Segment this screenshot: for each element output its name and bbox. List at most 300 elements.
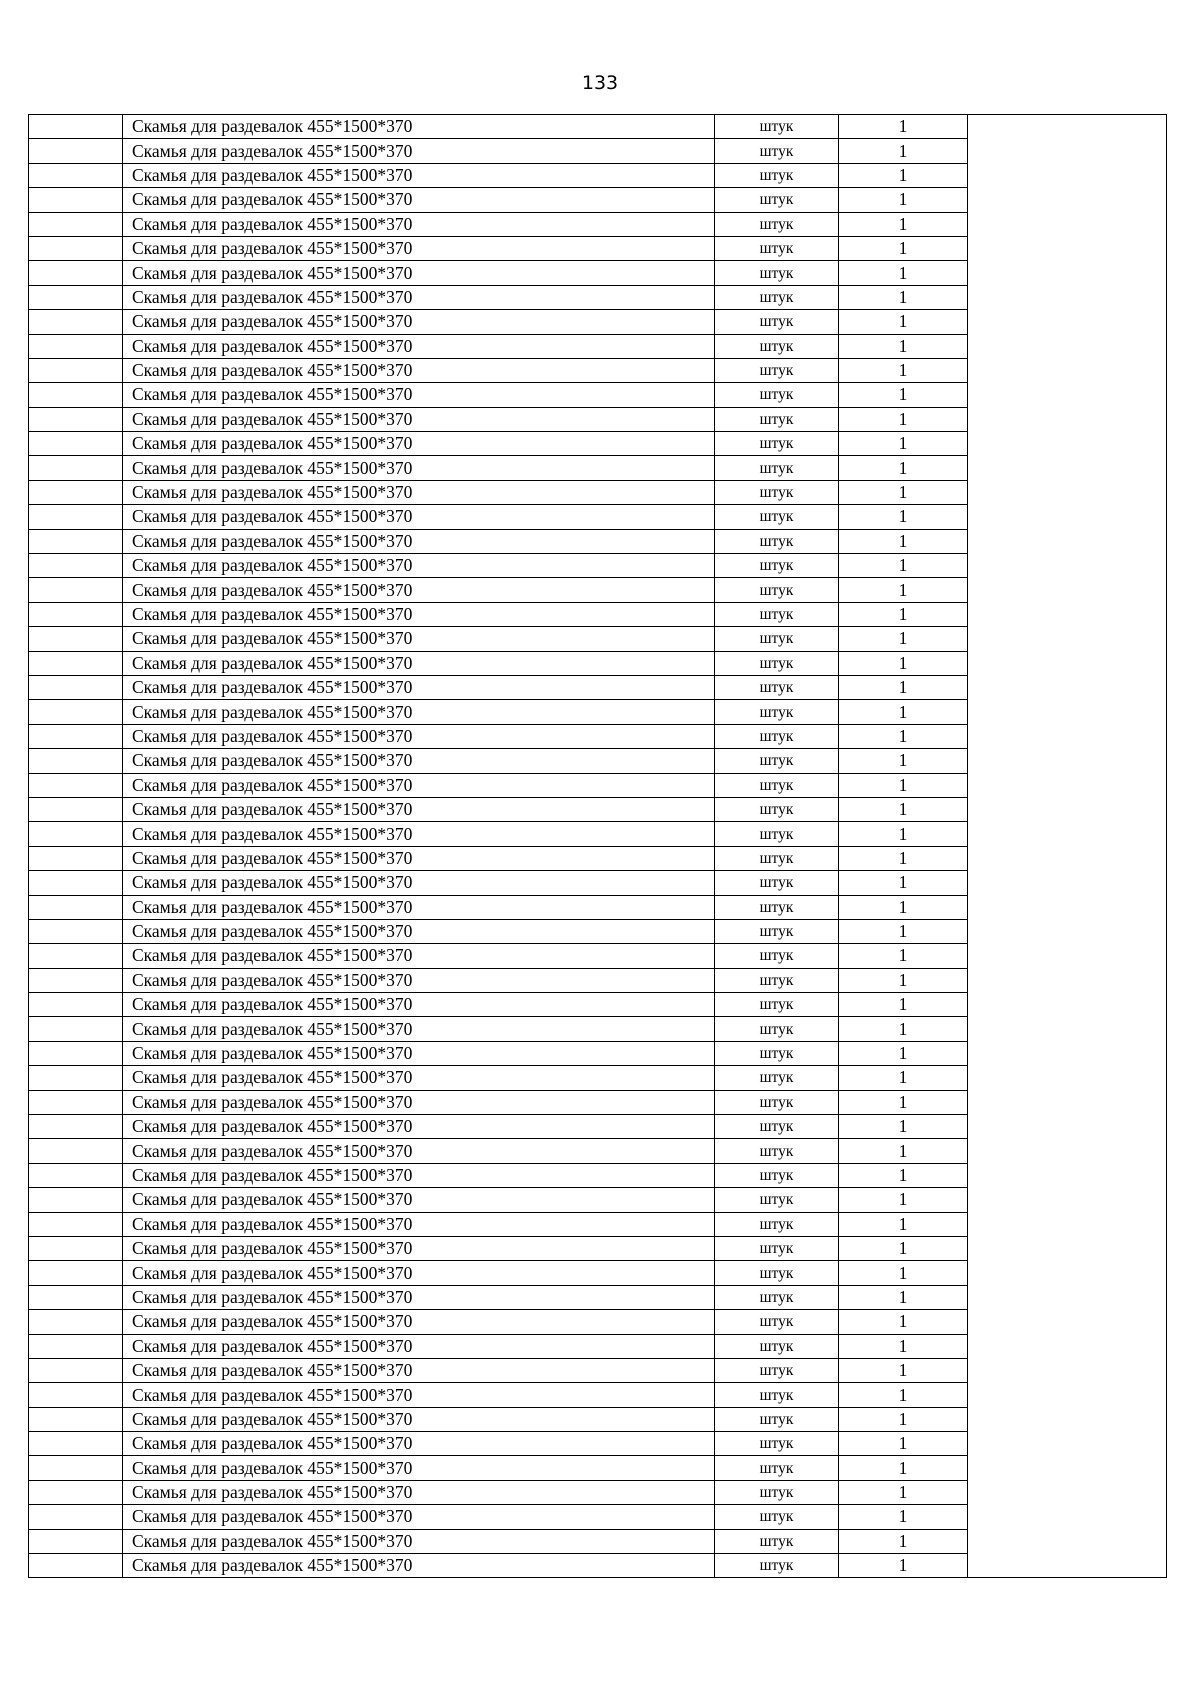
item-name-cell: Скамья для раздевалок 455*1500*370	[123, 627, 715, 651]
item-name-cell: Скамья для раздевалок 455*1500*370	[123, 310, 715, 334]
row-number-cell	[29, 1480, 123, 1504]
note-cell	[968, 1066, 1167, 1090]
quantity-cell: 1	[839, 310, 968, 334]
quantity-cell: 1	[839, 1285, 968, 1309]
note-cell	[968, 480, 1167, 504]
table-row	[29, 480, 1167, 504]
row-number-cell	[29, 529, 123, 553]
item-name-cell: Скамья для раздевалок 455*1500*370	[123, 1285, 715, 1309]
row-number-cell	[29, 871, 123, 895]
quantity-cell: 1	[839, 480, 968, 504]
item-name-cell: Скамья для раздевалок 455*1500*370	[123, 1480, 715, 1504]
row-number-cell	[29, 1261, 123, 1285]
quantity-cell: 1	[839, 334, 968, 358]
item-name-cell: Скамья для раздевалок 455*1500*370	[123, 602, 715, 626]
quantity-cell: 1	[839, 578, 968, 602]
row-number-cell	[29, 1432, 123, 1456]
unit-cell: штук	[715, 651, 839, 675]
unit-cell: штук	[715, 358, 839, 382]
unit-cell: штук	[715, 1139, 839, 1163]
note-cell	[968, 1310, 1167, 1334]
table-row	[29, 602, 1167, 626]
item-name-cell: Скамья для раздевалок 455*1500*370	[123, 529, 715, 553]
row-number-cell	[29, 456, 123, 480]
quantity-cell: 1	[839, 797, 968, 821]
item-name-cell: Скамья для раздевалок 455*1500*370	[123, 846, 715, 870]
item-name-cell: Скамья для раздевалок 455*1500*370	[123, 1066, 715, 1090]
note-cell	[968, 1188, 1167, 1212]
item-name-cell: Скамья для раздевалок 455*1500*370	[123, 456, 715, 480]
item-name-cell: Скамья для раздевалок 455*1500*370	[123, 797, 715, 821]
note-cell	[968, 1407, 1167, 1431]
table-row	[29, 505, 1167, 529]
note-cell	[968, 1115, 1167, 1139]
unit-cell: штук	[715, 1554, 839, 1578]
quantity-cell: 1	[839, 749, 968, 773]
unit-cell: штук	[715, 724, 839, 748]
unit-cell: штук	[715, 1212, 839, 1236]
item-name-cell: Скамья для раздевалок 455*1500*370	[123, 1358, 715, 1382]
quantity-cell: 1	[839, 1407, 968, 1431]
note-cell	[968, 212, 1167, 236]
table-row	[29, 627, 1167, 651]
row-number-cell	[29, 310, 123, 334]
item-name-cell: Скамья для раздевалок 455*1500*370	[123, 1041, 715, 1065]
page-number: 133	[581, 72, 619, 94]
unit-cell: штук	[715, 993, 839, 1017]
item-name-cell: Скамья для раздевалок 455*1500*370	[123, 724, 715, 748]
unit-cell: штук	[715, 773, 839, 797]
unit-cell: штук	[715, 1407, 839, 1431]
quantity-cell: 1	[839, 1505, 968, 1529]
row-number-cell	[29, 1212, 123, 1236]
quantity-cell: 1	[839, 968, 968, 992]
note-cell	[968, 651, 1167, 675]
quantity-cell: 1	[839, 1358, 968, 1382]
item-name-cell: Скамья для раздевалок 455*1500*370	[123, 1017, 715, 1041]
unit-cell: штук	[715, 1505, 839, 1529]
quantity-cell: 1	[839, 919, 968, 943]
note-cell	[968, 968, 1167, 992]
table-row	[29, 1188, 1167, 1212]
quantity-cell: 1	[839, 236, 968, 260]
quantity-cell: 1	[839, 383, 968, 407]
note-cell	[968, 1017, 1167, 1041]
table-row	[29, 846, 1167, 870]
table-row	[29, 456, 1167, 480]
table-row	[29, 139, 1167, 163]
row-number-cell	[29, 236, 123, 260]
note-cell	[968, 895, 1167, 919]
unit-cell: штук	[715, 895, 839, 919]
row-number-cell	[29, 1407, 123, 1431]
table-row	[29, 163, 1167, 187]
item-name-cell: Скамья для раздевалок 455*1500*370	[123, 1261, 715, 1285]
row-number-cell	[29, 1554, 123, 1578]
quantity-cell: 1	[839, 407, 968, 431]
unit-cell: штук	[715, 334, 839, 358]
note-cell	[968, 1432, 1167, 1456]
item-name-cell: Скамья для раздевалок 455*1500*370	[123, 285, 715, 309]
item-name-cell: Скамья для раздевалок 455*1500*370	[123, 236, 715, 260]
row-number-cell	[29, 1188, 123, 1212]
row-number-cell	[29, 627, 123, 651]
table-row	[29, 944, 1167, 968]
row-number-cell	[29, 602, 123, 626]
note-cell	[968, 456, 1167, 480]
quantity-cell: 1	[839, 1310, 968, 1334]
table-row	[29, 919, 1167, 943]
table-row	[29, 1407, 1167, 1431]
note-cell	[968, 627, 1167, 651]
row-number-cell	[29, 1236, 123, 1260]
table-row	[29, 1383, 1167, 1407]
table-row	[29, 407, 1167, 431]
note-cell	[968, 749, 1167, 773]
quantity-cell: 1	[839, 627, 968, 651]
unit-cell: штук	[715, 115, 839, 139]
table-row	[29, 1163, 1167, 1187]
note-cell	[968, 1334, 1167, 1358]
table-row	[29, 1358, 1167, 1382]
quantity-cell: 1	[839, 1212, 968, 1236]
row-number-cell	[29, 1090, 123, 1114]
item-name-cell: Скамья для раздевалок 455*1500*370	[123, 871, 715, 895]
row-number-cell	[29, 1529, 123, 1553]
table-row	[29, 358, 1167, 382]
table-row	[29, 871, 1167, 895]
table-row	[29, 529, 1167, 553]
quantity-cell: 1	[839, 1383, 968, 1407]
note-cell	[968, 1212, 1167, 1236]
unit-cell: штук	[715, 383, 839, 407]
table-row	[29, 797, 1167, 821]
unit-cell: штук	[715, 700, 839, 724]
item-name-cell: Скамья для раздевалок 455*1500*370	[123, 822, 715, 846]
note-cell	[968, 529, 1167, 553]
table-row	[29, 212, 1167, 236]
quantity-cell: 1	[839, 993, 968, 1017]
unit-cell: штук	[715, 1480, 839, 1504]
item-name-cell: Скамья для раздевалок 455*1500*370	[123, 163, 715, 187]
unit-cell: штук	[715, 236, 839, 260]
note-cell	[968, 236, 1167, 260]
quantity-cell: 1	[839, 212, 968, 236]
quantity-cell: 1	[839, 1066, 968, 1090]
quantity-cell: 1	[839, 651, 968, 675]
quantity-cell: 1	[839, 895, 968, 919]
quantity-cell: 1	[839, 1041, 968, 1065]
note-cell	[968, 358, 1167, 382]
unit-cell: штук	[715, 554, 839, 578]
unit-cell: штук	[715, 310, 839, 334]
item-name-cell: Скамья для раздевалок 455*1500*370	[123, 358, 715, 382]
unit-cell: штук	[715, 1236, 839, 1260]
item-name-cell: Скамья для раздевалок 455*1500*370	[123, 505, 715, 529]
quantity-cell: 1	[839, 285, 968, 309]
item-name-cell: Скамья для раздевалок 455*1500*370	[123, 1505, 715, 1529]
row-number-cell	[29, 797, 123, 821]
note-cell	[968, 139, 1167, 163]
item-name-cell: Скамья для раздевалок 455*1500*370	[123, 1163, 715, 1187]
row-number-cell	[29, 822, 123, 846]
unit-cell: штук	[715, 1432, 839, 1456]
row-number-cell	[29, 212, 123, 236]
table-row	[29, 310, 1167, 334]
quantity-cell: 1	[839, 700, 968, 724]
quantity-cell: 1	[839, 773, 968, 797]
note-cell	[968, 1383, 1167, 1407]
table-row	[29, 115, 1167, 139]
item-name-cell: Скамья для раздевалок 455*1500*370	[123, 188, 715, 212]
table-row	[29, 993, 1167, 1017]
quantity-cell: 1	[839, 1163, 968, 1187]
note-cell	[968, 1505, 1167, 1529]
unit-cell: штук	[715, 480, 839, 504]
row-number-cell	[29, 188, 123, 212]
row-number-cell	[29, 993, 123, 1017]
row-number-cell	[29, 163, 123, 187]
note-cell	[968, 797, 1167, 821]
note-cell	[968, 1285, 1167, 1309]
item-name-cell: Скамья для раздевалок 455*1500*370	[123, 1188, 715, 1212]
item-name-cell: Скамья для раздевалок 455*1500*370	[123, 383, 715, 407]
table-row	[29, 822, 1167, 846]
quantity-cell: 1	[839, 1480, 968, 1504]
quantity-cell: 1	[839, 139, 968, 163]
row-number-cell	[29, 505, 123, 529]
quantity-cell: 1	[839, 1236, 968, 1260]
table-row	[29, 1236, 1167, 1260]
unit-cell: штук	[715, 822, 839, 846]
item-name-cell: Скамья для раздевалок 455*1500*370	[123, 139, 715, 163]
row-number-cell	[29, 115, 123, 139]
table-row	[29, 1456, 1167, 1480]
items-table-body	[29, 115, 1167, 1578]
item-name-cell: Скамья для раздевалок 455*1500*370	[123, 554, 715, 578]
quantity-cell: 1	[839, 846, 968, 870]
unit-cell: штук	[715, 1066, 839, 1090]
table-row	[29, 1066, 1167, 1090]
table-row	[29, 1115, 1167, 1139]
note-cell	[968, 310, 1167, 334]
item-name-cell: Скамья для раздевалок 455*1500*370	[123, 1139, 715, 1163]
unit-cell: штук	[715, 578, 839, 602]
quantity-cell: 1	[839, 432, 968, 456]
item-name-cell: Скамья для раздевалок 455*1500*370	[123, 1407, 715, 1431]
table-row	[29, 749, 1167, 773]
table-row	[29, 675, 1167, 699]
row-number-cell	[29, 968, 123, 992]
quantity-cell: 1	[839, 1017, 968, 1041]
row-number-cell	[29, 578, 123, 602]
unit-cell: штук	[715, 1090, 839, 1114]
item-name-cell: Скамья для раздевалок 455*1500*370	[123, 1334, 715, 1358]
item-name-cell: Скамья для раздевалок 455*1500*370	[123, 1554, 715, 1578]
item-name-cell: Скамья для раздевалок 455*1500*370	[123, 432, 715, 456]
items-table	[28, 114, 1167, 1578]
note-cell	[968, 115, 1167, 139]
table-row	[29, 236, 1167, 260]
table-row	[29, 700, 1167, 724]
note-cell	[968, 578, 1167, 602]
row-number-cell	[29, 1285, 123, 1309]
item-name-cell: Скамья для раздевалок 455*1500*370	[123, 578, 715, 602]
row-number-cell	[29, 1041, 123, 1065]
table-row	[29, 895, 1167, 919]
unit-cell: штук	[715, 163, 839, 187]
row-number-cell	[29, 1163, 123, 1187]
table-row	[29, 432, 1167, 456]
row-number-cell	[29, 432, 123, 456]
row-number-cell	[29, 749, 123, 773]
note-cell	[968, 188, 1167, 212]
note-cell	[968, 993, 1167, 1017]
unit-cell: штук	[715, 797, 839, 821]
unit-cell: штук	[715, 1456, 839, 1480]
item-name-cell: Скамья для раздевалок 455*1500*370	[123, 1115, 715, 1139]
unit-cell: штук	[715, 602, 839, 626]
note-cell	[968, 871, 1167, 895]
note-cell	[968, 1163, 1167, 1187]
item-name-cell: Скамья для раздевалок 455*1500*370	[123, 1456, 715, 1480]
unit-cell: штук	[715, 1285, 839, 1309]
row-number-cell	[29, 1456, 123, 1480]
note-cell	[968, 822, 1167, 846]
table-row	[29, 383, 1167, 407]
quantity-cell: 1	[839, 1261, 968, 1285]
table-row	[29, 968, 1167, 992]
item-name-cell: Скамья для раздевалок 455*1500*370	[123, 480, 715, 504]
table-row	[29, 1334, 1167, 1358]
item-name-cell: Скамья для раздевалок 455*1500*370	[123, 895, 715, 919]
row-number-cell	[29, 1358, 123, 1382]
note-cell	[968, 1480, 1167, 1504]
row-number-cell	[29, 1066, 123, 1090]
item-name-cell: Скамья для раздевалок 455*1500*370	[123, 700, 715, 724]
unit-cell: штук	[715, 285, 839, 309]
row-number-cell	[29, 1115, 123, 1139]
table-row	[29, 261, 1167, 285]
table-row	[29, 1554, 1167, 1578]
item-name-cell: Скамья для раздевалок 455*1500*370	[123, 944, 715, 968]
note-cell	[968, 334, 1167, 358]
note-cell	[968, 1358, 1167, 1382]
row-number-cell	[29, 261, 123, 285]
unit-cell: штук	[715, 1115, 839, 1139]
unit-cell: штук	[715, 529, 839, 553]
table-row	[29, 1310, 1167, 1334]
table-row	[29, 1261, 1167, 1285]
row-number-cell	[29, 480, 123, 504]
item-name-cell: Скамья для раздевалок 455*1500*370	[123, 334, 715, 358]
table-row	[29, 334, 1167, 358]
unit-cell: штук	[715, 871, 839, 895]
row-number-cell	[29, 1505, 123, 1529]
unit-cell: штук	[715, 846, 839, 870]
note-cell	[968, 554, 1167, 578]
table-row	[29, 1041, 1167, 1065]
unit-cell: штук	[715, 1310, 839, 1334]
quantity-cell: 1	[839, 944, 968, 968]
note-cell	[968, 1261, 1167, 1285]
note-cell	[968, 1456, 1167, 1480]
unit-cell: штук	[715, 944, 839, 968]
item-name-cell: Скамья для раздевалок 455*1500*370	[123, 919, 715, 943]
note-cell	[968, 407, 1167, 431]
row-number-cell	[29, 700, 123, 724]
row-number-cell	[29, 651, 123, 675]
table-row	[29, 1212, 1167, 1236]
unit-cell: штук	[715, 968, 839, 992]
row-number-cell	[29, 139, 123, 163]
row-number-cell	[29, 554, 123, 578]
note-cell	[968, 846, 1167, 870]
quantity-cell: 1	[839, 675, 968, 699]
item-name-cell: Скамья для раздевалок 455*1500*370	[123, 993, 715, 1017]
quantity-cell: 1	[839, 1115, 968, 1139]
row-number-cell	[29, 1334, 123, 1358]
table-row	[29, 1139, 1167, 1163]
item-name-cell: Скамья для раздевалок 455*1500*370	[123, 1212, 715, 1236]
quantity-cell: 1	[839, 1090, 968, 1114]
table-row	[29, 1505, 1167, 1529]
item-name-cell: Скамья для раздевалок 455*1500*370	[123, 675, 715, 699]
row-number-cell	[29, 675, 123, 699]
quantity-cell: 1	[839, 358, 968, 382]
row-number-cell	[29, 919, 123, 943]
table-row	[29, 1432, 1167, 1456]
unit-cell: штук	[715, 1383, 839, 1407]
unit-cell: штук	[715, 505, 839, 529]
unit-cell: штук	[715, 1163, 839, 1187]
unit-cell: штук	[715, 407, 839, 431]
unit-cell: штук	[715, 749, 839, 773]
quantity-cell: 1	[839, 724, 968, 748]
item-name-cell: Скамья для раздевалок 455*1500*370	[123, 261, 715, 285]
item-name-cell: Скамья для раздевалок 455*1500*370	[123, 968, 715, 992]
row-number-cell	[29, 1310, 123, 1334]
unit-cell: штук	[715, 675, 839, 699]
unit-cell: штук	[715, 432, 839, 456]
quantity-cell: 1	[839, 871, 968, 895]
row-number-cell	[29, 724, 123, 748]
table-row	[29, 1529, 1167, 1553]
unit-cell: штук	[715, 919, 839, 943]
unit-cell: штук	[715, 1041, 839, 1065]
note-cell	[968, 1554, 1167, 1578]
quantity-cell: 1	[839, 1188, 968, 1212]
table-row	[29, 651, 1167, 675]
quantity-cell: 1	[839, 1139, 968, 1163]
table-row	[29, 724, 1167, 748]
quantity-cell: 1	[839, 1529, 968, 1553]
note-cell	[968, 602, 1167, 626]
item-name-cell: Скамья для раздевалок 455*1500*370	[123, 749, 715, 773]
item-name-cell: Скамья для раздевалок 455*1500*370	[123, 651, 715, 675]
row-number-cell	[29, 285, 123, 309]
note-cell	[968, 285, 1167, 309]
unit-cell: штук	[715, 1334, 839, 1358]
row-number-cell	[29, 383, 123, 407]
quantity-cell: 1	[839, 188, 968, 212]
note-cell	[968, 163, 1167, 187]
row-number-cell	[29, 1139, 123, 1163]
item-name-cell: Скамья для раздевалок 455*1500*370	[123, 1529, 715, 1553]
table-row	[29, 554, 1167, 578]
table-row	[29, 1017, 1167, 1041]
table-row	[29, 1480, 1167, 1504]
